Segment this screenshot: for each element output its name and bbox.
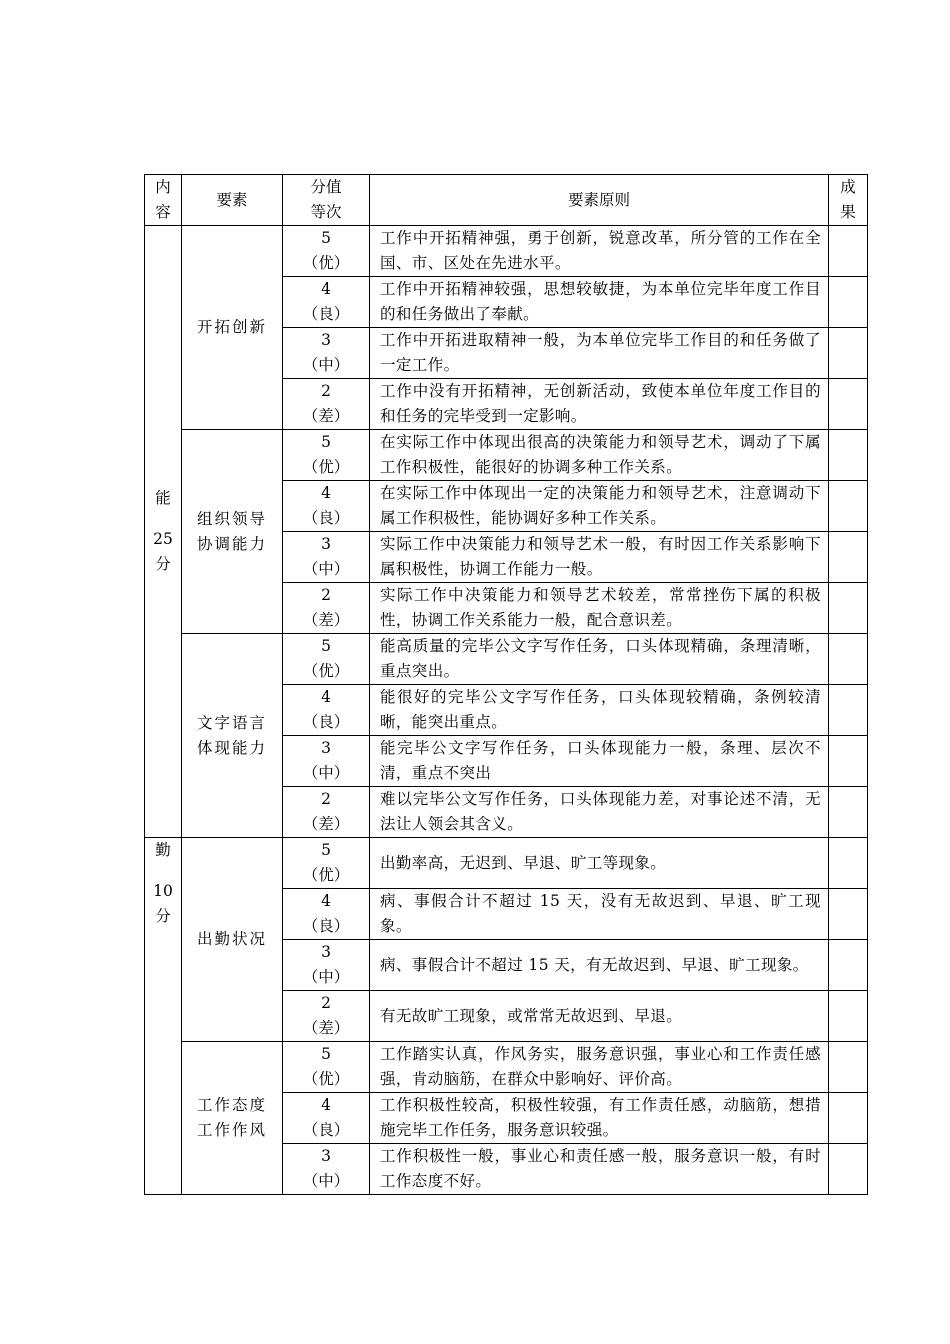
result-cell[interactable] xyxy=(829,583,868,634)
score-cell xyxy=(283,787,370,838)
score-value: 3 xyxy=(321,535,331,553)
category-name: 能 xyxy=(155,489,171,507)
grade-label: （良） xyxy=(302,1121,350,1139)
result-cell[interactable] xyxy=(829,277,868,328)
table-row xyxy=(145,430,868,481)
category-gap xyxy=(145,863,181,879)
score-value: 5 xyxy=(321,433,331,451)
criteria-cell: 有无故旷工现象，或常常无故迟到、早退。 xyxy=(370,991,829,1042)
header-result: 成 果 xyxy=(829,175,868,226)
criteria-cell: 出勤率高，无迟到、早退、旷工等现象。 xyxy=(370,838,829,889)
criteria-cell: 病、事假合计不超过 15 天，没有无故迟到、早退、旷工现象。 xyxy=(370,889,829,940)
criteria-cell: 病、事假合计不超过 15 天，有无故迟到、早退、旷工现象。 xyxy=(370,940,829,991)
criteria-cell: 实际工作中决策能力和领导艺术较差，常常挫伤下属的积极性，协调工作关系能力一般，配合意识差。 xyxy=(370,583,829,634)
header-criteria: 要素原则 xyxy=(370,175,829,226)
criteria-cell: 在实际工作中体现出很高的决策能力和领导艺术，调动了下属工作积极性，能很好的协调多种工作关系。 xyxy=(370,430,829,481)
result-cell[interactable] xyxy=(829,634,868,685)
category-unit: 分 xyxy=(155,555,171,573)
criteria-cell: 难以完毕公文写作任务，口头体现能力差，对事论述不清，无法让人领会其含义。 xyxy=(370,787,829,838)
result-cell[interactable] xyxy=(829,736,868,787)
grade-label: （差） xyxy=(302,611,350,629)
score-value: 4 xyxy=(321,1096,331,1114)
result-cell[interactable] xyxy=(829,991,868,1042)
category-cell xyxy=(145,226,182,838)
score-cell xyxy=(283,1042,370,1093)
score-value: 5 xyxy=(321,637,331,655)
score-value: 2 xyxy=(321,382,331,400)
table-row xyxy=(145,634,868,685)
score-cell xyxy=(283,328,370,379)
element-name-line: 工作作风 xyxy=(196,1121,267,1139)
criteria-cell: 工作中开拓精神强，勇于创新，锐意改革，所分管的工作在全国、市、区处在先进水平。 xyxy=(370,226,829,277)
result-cell[interactable] xyxy=(829,481,868,532)
score-cell xyxy=(283,481,370,532)
criteria-cell: 在实际工作中体现出一定的决策能力和领导艺术，注意调动下属工作积极性，能协调好多种工作关系。 xyxy=(370,481,829,532)
category-cell xyxy=(145,838,182,1195)
element-name-line: 文字语言 xyxy=(196,713,267,732)
score-value: 2 xyxy=(321,790,331,808)
score-value: 2 xyxy=(321,586,331,604)
score-cell xyxy=(283,583,370,634)
result-cell[interactable] xyxy=(829,940,868,991)
category-gap xyxy=(145,511,181,527)
score-cell xyxy=(283,838,370,889)
score-value: 3 xyxy=(321,331,331,349)
score-value: 3 xyxy=(321,943,331,961)
score-cell xyxy=(283,1093,370,1144)
criteria-cell: 工作积极性较高，积极性较强，有工作责任感，动脑筋，想措施完毕工作任务，服务意识较强。 xyxy=(370,1093,829,1144)
criteria-cell: 工作踏实认真，作风务实，服务意识强，事业心和工作责任感强，肯动脑筋，在群众中影响好、评价高。 xyxy=(370,1042,829,1093)
result-cell[interactable] xyxy=(829,1144,868,1195)
score-cell xyxy=(283,940,370,991)
grade-label: （良） xyxy=(302,305,350,323)
score-cell xyxy=(283,1144,370,1195)
grade-label: （差） xyxy=(302,407,350,425)
category-unit: 分 xyxy=(155,907,171,925)
score-value: 3 xyxy=(321,1147,331,1165)
grade-label: （中） xyxy=(302,560,350,578)
element-name-cell xyxy=(182,634,283,838)
score-value: 4 xyxy=(321,280,331,298)
table-row xyxy=(145,1042,868,1093)
element-name-line: 体现能力 xyxy=(196,738,267,757)
evaluation-table xyxy=(144,174,868,1195)
result-cell[interactable] xyxy=(829,1093,868,1144)
result-cell[interactable] xyxy=(829,889,868,940)
grade-label: （中） xyxy=(302,356,350,374)
result-cell[interactable] xyxy=(829,379,868,430)
criteria-cell: 工作中开拓精神较强，思想较敏捷，为本单位完毕年度工作目的和任务做出了奉献。 xyxy=(370,277,829,328)
grade-label: （中） xyxy=(302,1172,350,1190)
element-name-cell xyxy=(182,838,283,1042)
score-value: 4 xyxy=(321,892,331,910)
grade-label: （中） xyxy=(302,764,350,782)
criteria-cell: 工作积极性一般，事业心和责任感一般，服务意识一般，有时工作态度不好。 xyxy=(370,1144,829,1195)
result-cell[interactable] xyxy=(829,226,868,277)
score-cell xyxy=(283,889,370,940)
score-cell xyxy=(283,634,370,685)
header-row xyxy=(145,175,868,226)
header-content: 内 容 xyxy=(145,175,182,226)
score-cell xyxy=(283,379,370,430)
criteria-cell: 工作中没有开拓精神，无创新活动，致使本单位年度工作目的和任务的完毕受到一定影响。 xyxy=(370,379,829,430)
result-cell[interactable] xyxy=(829,1042,868,1093)
score-cell xyxy=(283,430,370,481)
element-name-cell xyxy=(182,1042,283,1195)
grade-label: （优） xyxy=(302,662,350,680)
element-name-cell xyxy=(182,226,283,430)
element-name-line: 开拓创新 xyxy=(196,318,267,336)
score-value: 4 xyxy=(321,484,331,502)
grade-label: （优） xyxy=(302,1070,350,1088)
criteria-cell: 实际工作中决策能力和领导艺术一般，有时因工作关系影响下属积极性，协调工作能力一般。 xyxy=(370,532,829,583)
element-name-line: 工作态度 xyxy=(196,1096,267,1114)
result-cell[interactable] xyxy=(829,787,868,838)
grade-label: （良） xyxy=(302,917,350,935)
result-cell[interactable] xyxy=(829,532,868,583)
result-cell[interactable] xyxy=(829,685,868,736)
category-score: 10 xyxy=(153,882,173,900)
grade-label: （中） xyxy=(302,968,350,986)
header-score: 分值 等次 xyxy=(283,175,370,226)
score-value: 5 xyxy=(321,229,331,247)
table-row xyxy=(145,226,868,277)
grade-label: （优） xyxy=(302,254,350,272)
grade-label: （良） xyxy=(302,713,350,731)
element-name-line: 出勤状况 xyxy=(196,930,267,948)
criteria-cell: 能很好的完毕公文字写作任务，口头体现较精确，条例较清晰，能突出重点。 xyxy=(370,685,829,736)
grade-label: （差） xyxy=(302,1019,350,1037)
category-name: 勤 xyxy=(155,841,171,859)
table-row xyxy=(145,838,868,889)
criteria-cell: 能高质量的完毕公文字写作任务，口头体现精确，条理清晰，重点突出。 xyxy=(370,634,829,685)
element-name-line: 协调能力 xyxy=(196,534,267,553)
header-element: 要素 xyxy=(182,175,283,226)
grade-label: （优） xyxy=(302,458,350,476)
score-cell xyxy=(283,991,370,1042)
score-cell xyxy=(283,532,370,583)
result-cell[interactable] xyxy=(829,430,868,481)
criteria-cell: 工作中开拓进取精神一般，为本单位完毕工作目的和任务做了一定工作。 xyxy=(370,328,829,379)
score-value: 5 xyxy=(321,1045,331,1063)
score-cell xyxy=(283,736,370,787)
score-cell xyxy=(283,226,370,277)
score-value: 3 xyxy=(321,739,331,757)
score-value: 5 xyxy=(321,841,331,859)
grade-label: （良） xyxy=(302,509,350,527)
score-cell xyxy=(283,277,370,328)
criteria-cell: 能完毕公文字写作任务，口头体现能力一般，条理、层次不清，重点不突出 xyxy=(370,736,829,787)
element-name-line: 组织领导 xyxy=(196,509,267,528)
grade-label: （差） xyxy=(302,815,350,833)
grade-label: （优） xyxy=(302,866,350,884)
result-cell[interactable] xyxy=(829,838,868,889)
result-cell[interactable] xyxy=(829,328,868,379)
category-score: 25 xyxy=(153,530,173,548)
element-name-cell xyxy=(182,430,283,634)
score-cell xyxy=(283,685,370,736)
score-value: 4 xyxy=(321,688,331,706)
score-value: 2 xyxy=(321,994,331,1012)
